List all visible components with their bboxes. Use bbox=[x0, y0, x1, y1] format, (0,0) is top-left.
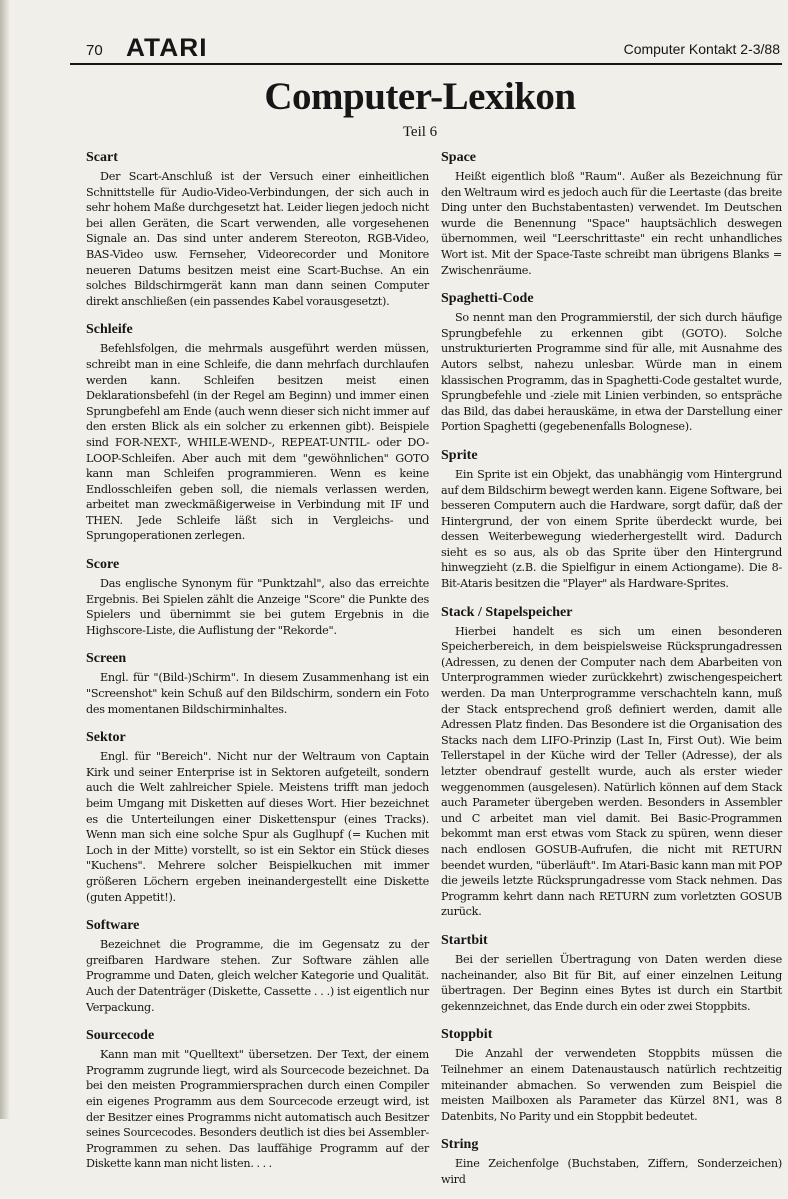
entry-heading: Software bbox=[86, 918, 140, 934]
lexicon-entry bbox=[441, 1026, 782, 1124]
entry-text: Bei der seriellen Übertragung von Daten werden diese nacheinander, also Bit für Bit, auf einer einzelnen Leitung übertragen. Der Beginn eines Bytes ist durch ein Startbit gekennzeichnet, das Ende durch ein oder zwei Stoppbits. bbox=[441, 952, 782, 1013]
left-column bbox=[86, 149, 429, 1184]
magazine-issue: Computer Kontakt 2-3/88 bbox=[623, 41, 780, 57]
entry-text: Bezeichnet die Programme, die im Gegensatz zu der greifbaren Hardware stehen. Zur Software zählen alle Programme und Daten, gleich welcher Kategorie und Qualität. Auch der Datenträger (Diskette, Cassette . . .) ist eigentlich nur Verpackung. bbox=[86, 938, 429, 1014]
entry-heading: Spaghetti-Code bbox=[441, 291, 534, 307]
entry-text: Ein Sprite ist ein Objekt, das unabhängig vom Hintergrund auf dem Bildschirm bewegt werden kann. Eigene Software, bei besseren Computern auch die Hardware, sorgt dafür, daß der Hintergrund, der von einem Sprite überdeckt wurde, bei dessen Weiterbewegung wiederhergestellt wird. Dadurch sieht es so aus, als ob das Sprite über den Hintergrund hinwegzieht (z.B. die Spielfigur in einem Actiongame). Die 8-Bit-Ataris besitzen die "Player" als Hardware-Sprites. bbox=[441, 467, 782, 591]
entry-heading: Screen bbox=[86, 651, 127, 667]
entry-heading: Sprite bbox=[441, 447, 478, 463]
entry-text: Heißt eigentlich bloß "Raum". Außer als Bezeichnung für den Weltraum wird es jedoch auch für die Leertaste (das breite Ding unter den Buchstabentasten) verwendet. Im Deutschen wurde die Benennung "Space" hauptsächlich deswegen übernommen, weil "Leerschrittaste" ein recht unhandliches Wort ist. Mit der Space-Taste schreibt man übrigens Blanks = Zwischenräume. bbox=[441, 170, 782, 277]
lexicon-entry bbox=[441, 290, 782, 435]
entry-text: So nennt man den Programmierstil, der sich durch häufige Sprungbefehle zu erkennen gibt (GOTO). Solche unstrukturierten Programme sind für alle, mit Ausnahme des Autors selbst, nahezu unlesbar. Würde man in einem klassischen Programm, das in Spaghetti-Code gestaltet wurde, Sprungbefehle und -ziele mit Linien verbinden, so entspräche das Bild, das dabei herauskäme, in etwa der Darstellung einer Portion Spaghetti (gegebenenfalls Bolognese). bbox=[441, 311, 782, 434]
brand-logo: ATARI bbox=[126, 34, 208, 62]
entry-heading: Startbit bbox=[441, 932, 488, 948]
entry-heading: Stoppbit bbox=[441, 1027, 493, 1043]
entry-heading: String bbox=[441, 1137, 479, 1153]
lexicon-entry bbox=[441, 604, 782, 920]
entry-text: Eine Zeichenfolge (Buchstaben, Ziffern, Sonderzeichen) wird bbox=[441, 1157, 782, 1186]
lexicon-entry bbox=[441, 932, 782, 1014]
lexicon-entry bbox=[86, 917, 429, 1015]
entry-text: Kann man mit "Quelltext" übersetzen. Der Text, der einem Programm zugrunde liegt, wird als Sourcecode bezeichnet. Da bei den meisten Programmiersprachen durch einen Compiler ein eigenes Programm aus dem Sourcecode erzeugt wird, ist der Besitzer eines Programms nicht automatisch auch Besitzer seines Sourcecodes. Besonders deutlich ist dies bei Assembler-Programmen zu sehen. Das lauffähige Programm auf der Diskette kann man nicht listen. . . . bbox=[86, 1048, 429, 1171]
page-title: Computer-Lexikon bbox=[264, 75, 576, 118]
page-gutter-shadow bbox=[0, 0, 10, 1119]
entry-heading: Scart bbox=[86, 150, 118, 165]
entry-text: Das englische Synonym für "Punktzahl", also das erreichte Ergebnis. Bei Spielen zählt die Anzeige "Score" die Punkte des Spielers und übernimmt sie bei gutem Ergebnis in die Highscore-Liste, die Auflistung der "Rekorde". bbox=[86, 577, 429, 637]
lexicon-entry bbox=[441, 149, 782, 278]
lexicon-entry bbox=[86, 650, 429, 717]
entry-text: Der Scart-Anschluß ist der Versuch einer einheitlichen Schnittstelle für Audio-Video-Verbindungen, der sich auch in sehr hohem Maße durchgesetzt hat. Leider liegen jedoch nicht bei allen Geräten, die Scart verwenden, alle vorgesehenen Signale an. Das sind unter anderem Stereoton, RGB-Video, BAS-Video usw. Fernseher, Videorecorder und Monitore neueren Datums besitzen meist eine Scart-Buchse. An ein solches Bildschirmgerät kann man dann seinen Computer direkt anschließen (ein passendes Kabel vorausgesetzt). bbox=[86, 170, 429, 308]
entry-heading: Stack / Stapelspeicher bbox=[441, 604, 573, 620]
entry-text: Engl. für "Bereich". Nicht nur der Weltraum von Captain Kirk und seiner Enterprise ist in Sektoren aufgeteilt, sondern auch die Welt zahlreicher Spiele. Meistens trifft man jedoch beim Umgang mit Disketten auf dieses Wort. Hier bezeichnet es die Unterteilungen einer Diskettenspur (eines Tracks). Wenn man sich eine solche Spur als Guglhupf (= Kuchen mit Loch in der Mitte) vorstellt, so ist ein Sektor ein Stück dieses "Kuchens". Mehrere solcher Beispielkuchen mit immer größeren Löchern ergeben ineinandergestellt eine Diskette (guten Appetit!). bbox=[86, 750, 429, 904]
entry-heading: Schleife bbox=[86, 322, 133, 338]
entry-heading: Score bbox=[86, 557, 120, 573]
entry-heading: Space bbox=[441, 150, 476, 165]
lexicon-entry bbox=[441, 447, 782, 592]
lexicon-entry bbox=[86, 556, 429, 638]
entry-text: Engl. für "(Bild-)Schirm". In diesem Zusammenhang ist ein "Screenshot" kein Schuß auf den Bildschirm, sondern ein Foto des momentanen Bildschirminhaltes. bbox=[86, 671, 429, 716]
entry-heading: Sourcecode bbox=[86, 1028, 155, 1044]
right-column bbox=[441, 149, 782, 1199]
page-number: 70 bbox=[86, 42, 103, 59]
header-divider bbox=[70, 63, 782, 65]
entry-text: Die Anzahl der verwendeten Stoppbits müssen die Teilnehmer an einem Datenaustausch natürlich rechtzeitig miteinander abmachen. So verwenden zum Beispiel die meisten Mailboxen als Parameter das Kürzel 8N1, was 8 Datenbits, No Parity und ein Stoppbit bedeutet. bbox=[441, 1047, 782, 1123]
entry-text: Befehlsfolgen, die mehrmals ausgeführt werden müssen, schreibt man in eine Schleife, die dann mehrfach durchlaufen werden kann. Schleifen besitzen meist einen Deklarationsbefehl (in der Regel am Beginn) und immer einen Sprungbefehl am Ende (auch wenn dieser sich nicht immer auf den ersten Blick als ein solcher zu erkennen gibt). Beispiele sind FOR-NEXT-, WHILE-WEND-, REPEAT-UNTIL- oder DO-LOOP-Schleifen. Aber auch mit dem "gewöhnlichen" GOTO kann man Schleifen programmieren. Wenn es keine Endlosschleifen geben soll, die niemals verlassen werden, arbeitet man zweckmäßigerweise in Verbindung mit IF und THEN. Jede Schleife läßt sich in Vergleichs- und Sprungoperationen zerlegen. bbox=[86, 342, 429, 543]
lexicon-entry bbox=[441, 1136, 782, 1187]
lexicon-entry bbox=[86, 1027, 429, 1172]
lexicon-entry bbox=[86, 321, 429, 544]
page-subtitle: Teil 6 bbox=[402, 124, 438, 140]
entry-text: Hierbei handelt es sich um einen besonderen Speicherbereich, in dem beispielsweise Rücksprungadressen (Adressen, zu denen der Computer nach dem Abarbeiten von Unterprogrammen wieder zurückkehrt) zwischengespeichert werden. Da man Unterprogramme verschachteln kann, muß der Stack entsprechend groß definiert werden, damit alle Adressen Platz finden. Das Besondere ist die Organisation des Stacks nach dem LIFO-Prinzip (Last In, First Out). Wie beim Tellerstapel in der Küche wird der Teller (Adresse), der als letzter obendrauf gestellt wurde, auch als erster wieder weggenommen (ausgelesen). Natürlich können auf dem Stack auch Parameter übergeben werden. Besonders in Assembler und C arbeitet man viel damit. Bei Basic-Programmen bekommt man erst etwas vom Stack zu spüren, wenn dieser nach endlosen GOSUB-Aufrufen, die nicht mit RETURN beendet wurden, "überläuft". Im Atari-Basic kann man mit POP die jeweils letzte Rücksprungadresse vom Stack nehmen. Das Programm kehrt dann nach RETURN zum vorletzten GOSUB zurück. bbox=[441, 624, 782, 919]
lexicon-entry bbox=[86, 149, 429, 309]
entry-heading: Sektor bbox=[86, 730, 126, 746]
lexicon-entry bbox=[86, 729, 429, 905]
